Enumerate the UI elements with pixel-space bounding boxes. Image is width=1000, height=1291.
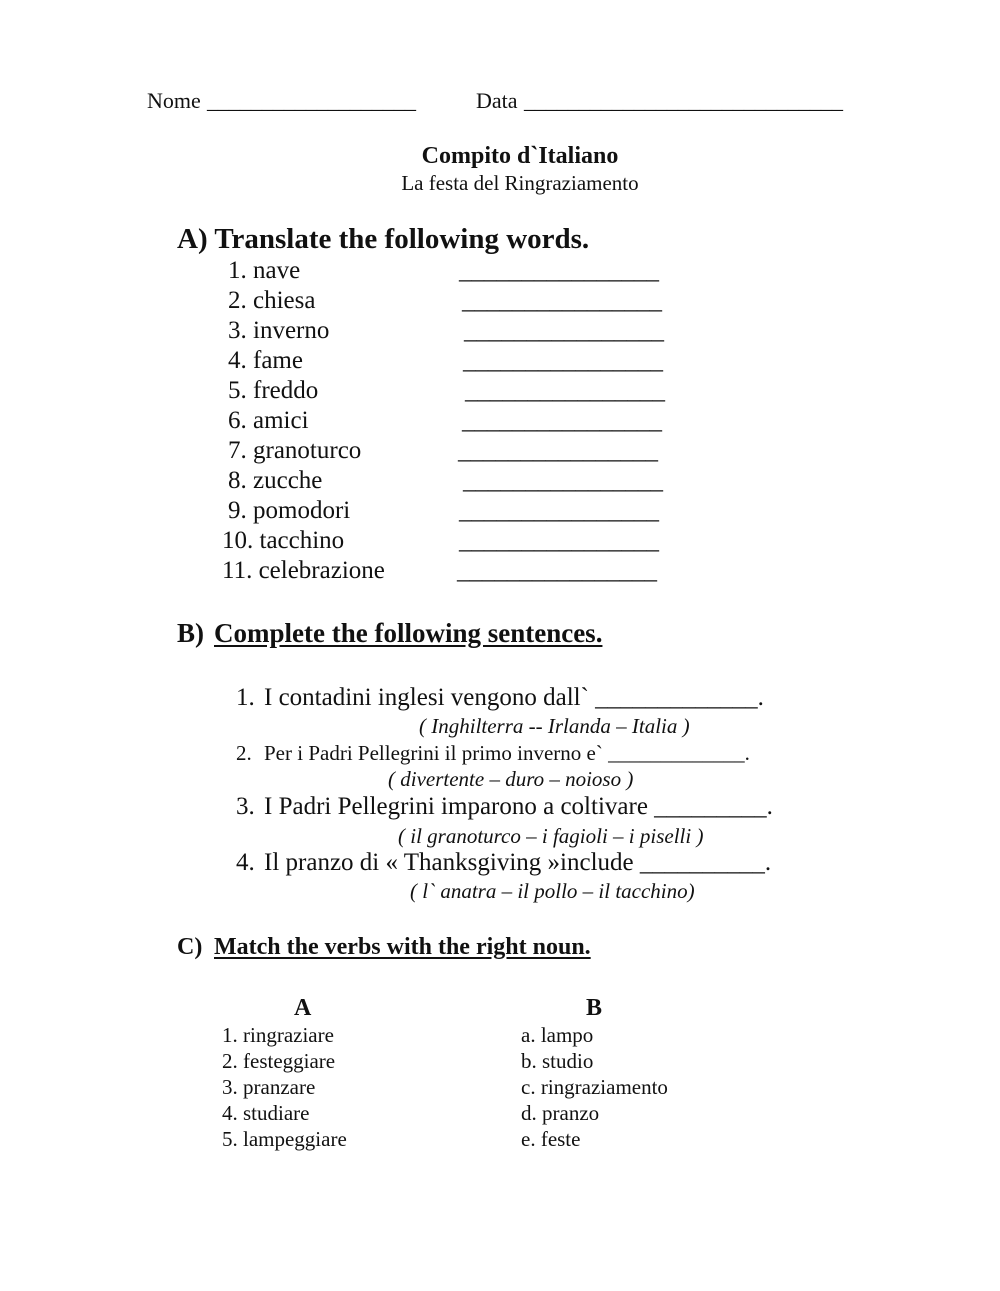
- verb-item: 1. ringraziare: [222, 1023, 334, 1047]
- sentence-number: 2.: [236, 741, 252, 765]
- sentence-text: I contadini inglesi vengono dall` _____________.: [264, 684, 764, 711]
- word-item: 1. nave: [228, 257, 301, 284]
- answer-blank: ________________: [462, 407, 662, 434]
- answer-blank: ________________: [457, 557, 657, 584]
- name-label: Nome: [147, 88, 201, 113]
- answer-blank: ________________: [463, 467, 663, 494]
- noun-item: d. pranzo: [521, 1101, 600, 1125]
- sentence-text: Il pranzo di « Thanksgiving »include __________.: [264, 849, 772, 876]
- sentence-options: ( l` anatra – il pollo – il tacchino): [410, 879, 695, 903]
- sentence-number: 1.: [236, 684, 255, 711]
- page-subtitle: La festa del Ringraziamento: [401, 171, 639, 195]
- sentence-number: 4.: [236, 849, 255, 876]
- verb-item: 4. studiare: [222, 1101, 310, 1125]
- noun-item: e. feste: [521, 1127, 581, 1151]
- section-a-heading: A) Translate the following words.: [177, 223, 590, 255]
- page-title: Compito d`Italiano: [421, 143, 619, 169]
- answer-blank: ________________: [459, 527, 659, 554]
- section-b-heading: Complete the following sentences.: [214, 618, 603, 648]
- word-item: 9. pomodori: [228, 497, 351, 524]
- verb-item: 3. pranzare: [222, 1075, 316, 1099]
- column-a-header: A: [294, 995, 312, 1021]
- section-c-prefix: C): [177, 934, 203, 960]
- answer-blank: ________________: [458, 437, 658, 464]
- section-b-prefix: B): [177, 618, 204, 648]
- sentence-text: Per i Padri Pellegrini il primo inverno e` _____________.: [264, 741, 750, 765]
- sentence-number: 3.: [236, 793, 255, 820]
- noun-item: a. lampo: [521, 1023, 594, 1047]
- verb-item: 2. festeggiare: [222, 1049, 336, 1073]
- answer-blank: ________________: [464, 317, 664, 344]
- word-item: 11. celebrazione: [222, 557, 385, 584]
- word-item: 8. zucche: [228, 467, 323, 494]
- sentence-options: ( Inghilterra -- Irlanda – Italia ): [419, 714, 690, 738]
- name-blank: ___________________: [207, 88, 416, 113]
- word-item: 5. freddo: [228, 377, 319, 404]
- word-item: 3. inverno: [228, 317, 330, 344]
- column-b-header: B: [586, 995, 603, 1021]
- verb-item: 5. lampeggiare: [222, 1127, 347, 1151]
- section-c-heading: Match the verbs with the right noun.: [214, 934, 591, 960]
- sentence-text: I Padri Pellegrini imparono a coltivare _________.: [264, 793, 773, 820]
- noun-item: c. ringraziamento: [521, 1075, 668, 1099]
- date-label: Data: [476, 88, 518, 113]
- answer-blank: ________________: [462, 287, 662, 314]
- sentence-options: ( il granoturco – i fagioli – i piselli ): [398, 824, 704, 848]
- answer-blank: ________________: [459, 497, 659, 524]
- sentence-options: ( divertente – duro – noioso ): [388, 767, 634, 791]
- word-item: 7. granoturco: [228, 437, 362, 464]
- date-blank: _____________________________: [524, 88, 843, 113]
- answer-blank: ________________: [463, 347, 663, 374]
- word-item: 10. tacchino: [222, 527, 345, 554]
- word-item: 6. amici: [228, 407, 309, 434]
- word-item: 4. fame: [228, 347, 303, 374]
- noun-item: b. studio: [521, 1049, 594, 1073]
- answer-blank: ________________: [465, 377, 665, 404]
- answer-blank: ________________: [459, 257, 659, 284]
- word-item: 2. chiesa: [228, 287, 316, 314]
